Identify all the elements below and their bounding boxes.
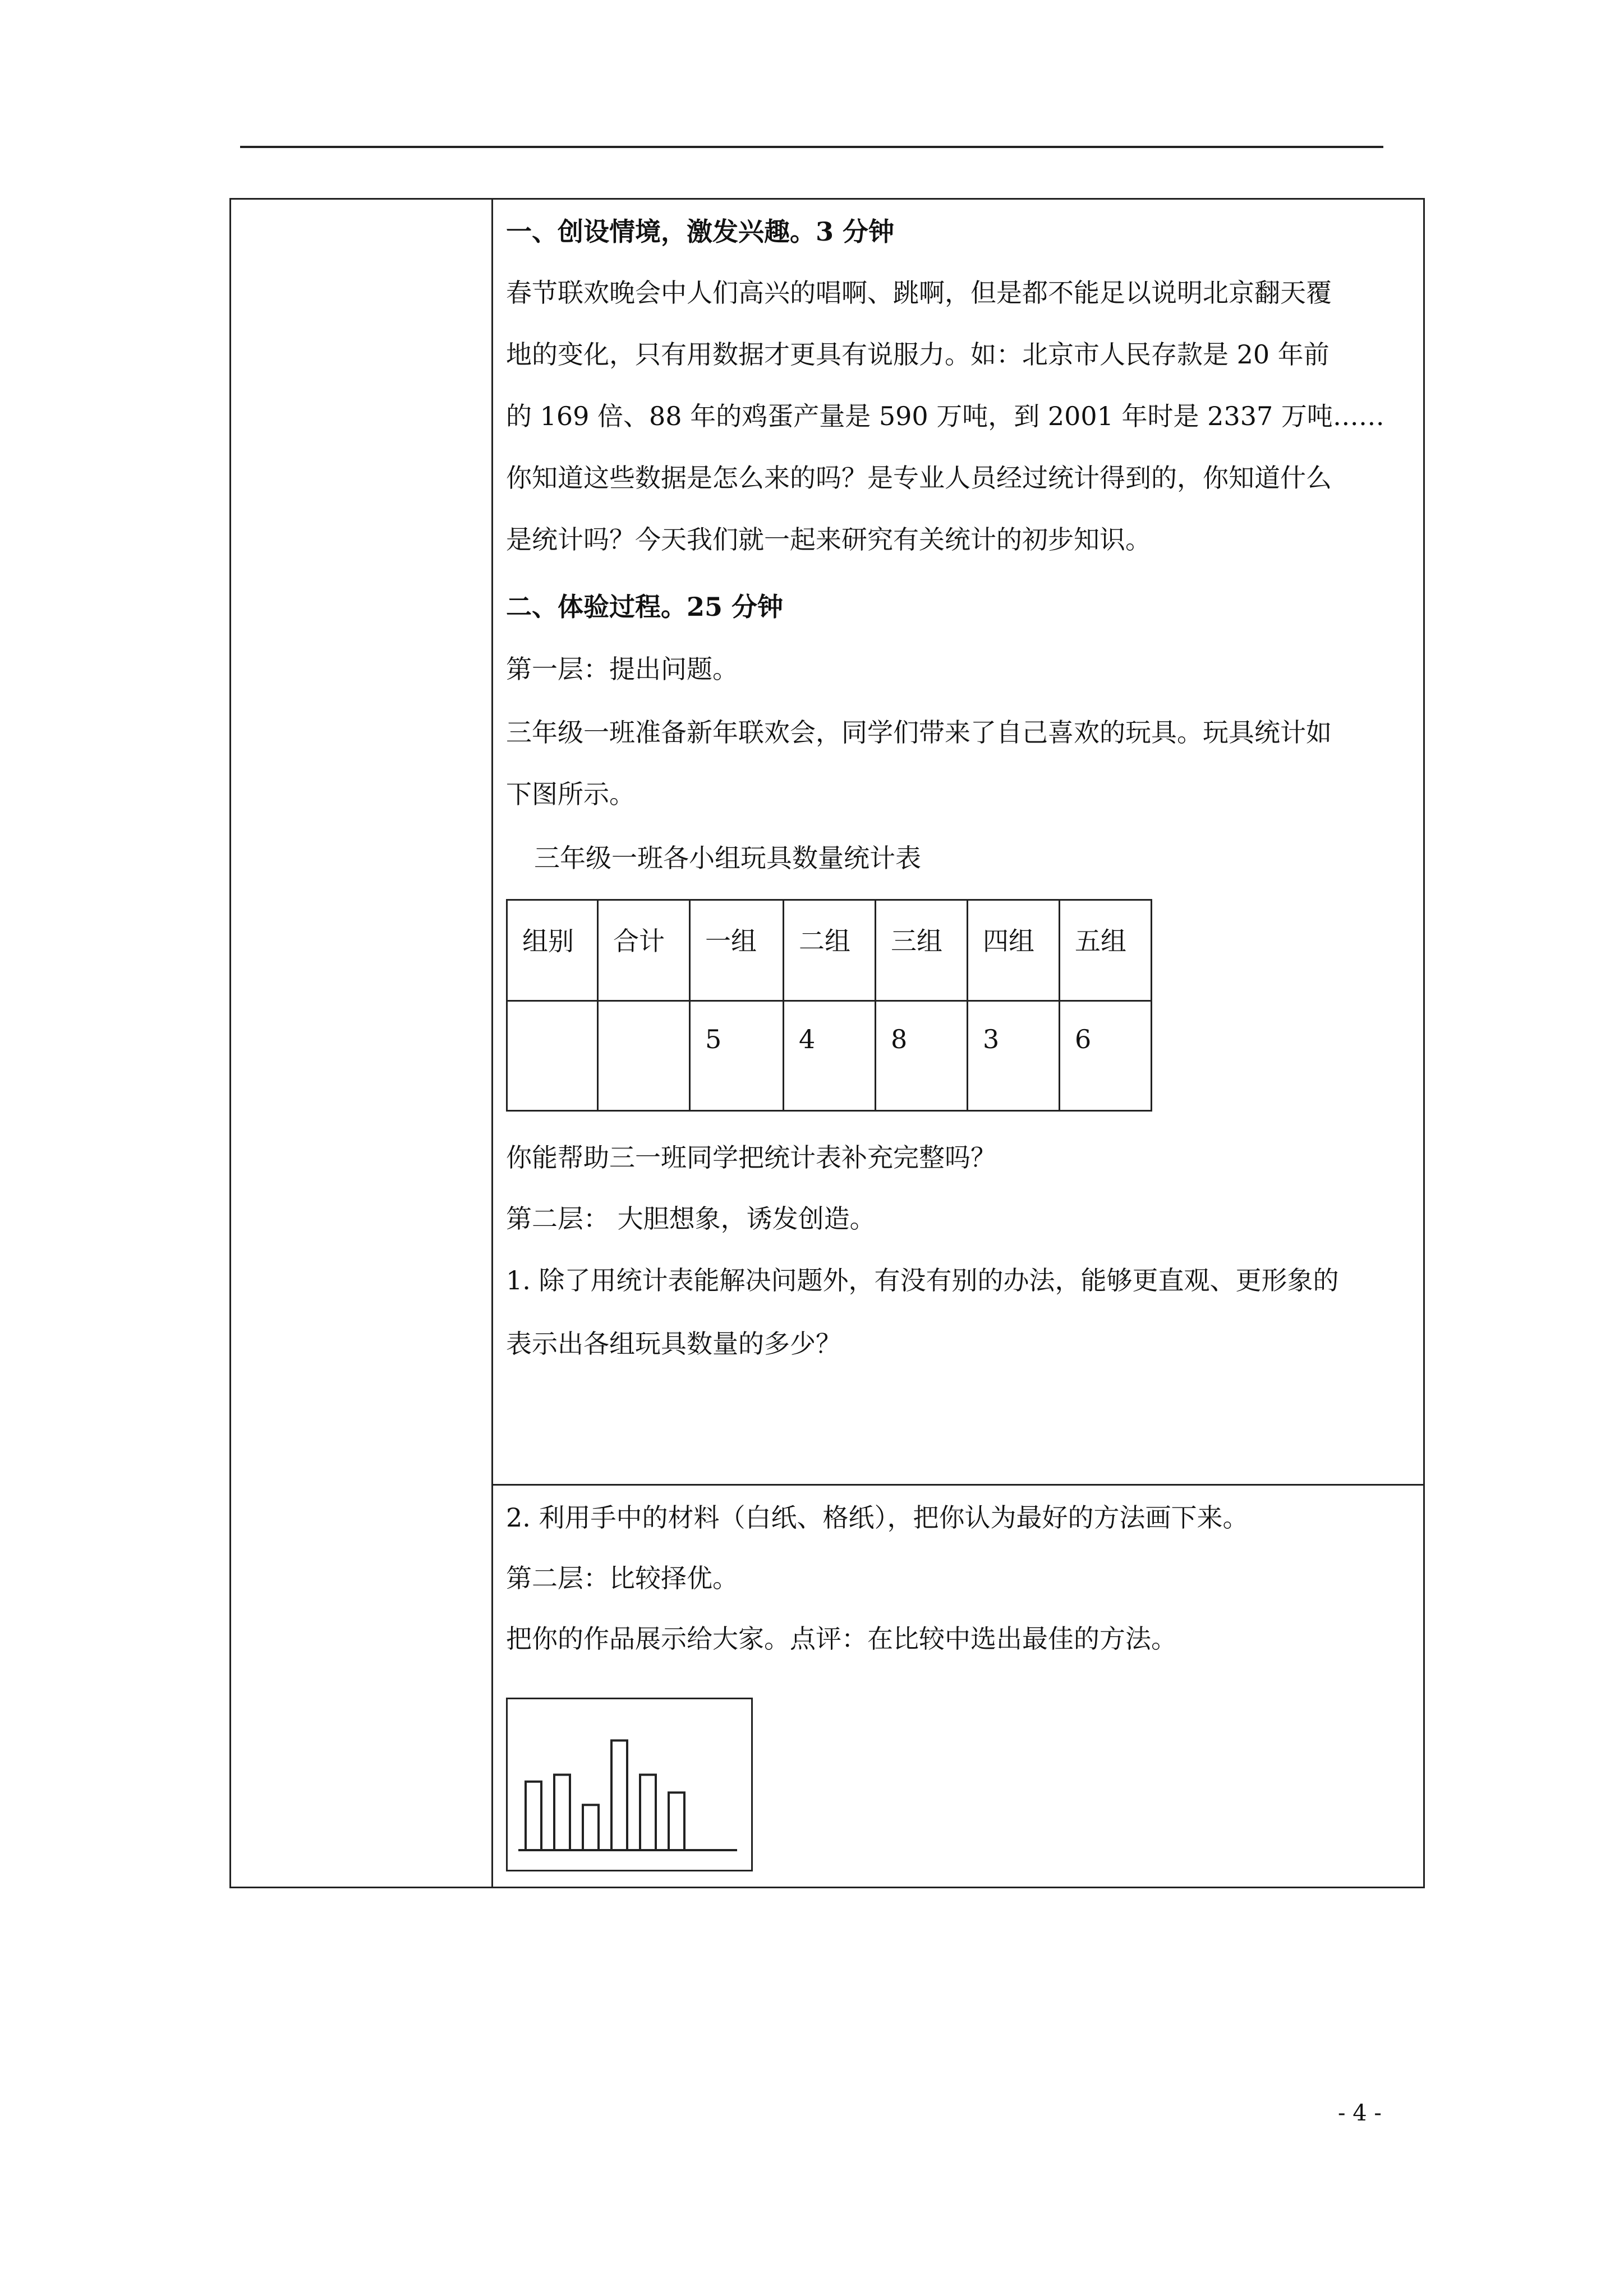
table-cell: 四组: [968, 900, 1060, 1001]
section1-line: 春节联欢晚会中人们高兴的唱啊、跳啊，但是都不能足以说明北京翻天覆: [506, 278, 1332, 308]
table-cell: 三组: [876, 900, 968, 1001]
section2-heading: 二、体验过程。25 分钟: [506, 592, 784, 622]
column-divider: [491, 198, 493, 1888]
table-cell: 8: [876, 1001, 968, 1111]
intro-line: 下图所示。: [506, 779, 635, 809]
table-cell: 5: [690, 1001, 784, 1111]
layer1-text: 第一层：提出问题。: [506, 654, 738, 684]
table-caption: 三年级一班各小组玩具数量统计表: [534, 843, 921, 873]
q2-text: 2. 利用手中的材料（白纸、格纸），把你认为最好的方法画下来。: [506, 1502, 1249, 1533]
table-cell: 6: [1060, 1001, 1152, 1111]
table-cell: 五组: [1060, 900, 1152, 1001]
table-cell: [598, 1001, 690, 1111]
layer-text: 第二层：比较择优。: [506, 1563, 738, 1593]
row-divider: [491, 1484, 1425, 1486]
table-header-row: [507, 900, 1152, 1001]
chart-bar: [583, 1805, 599, 1850]
q1-line: 表示出各组玩具数量的多少？: [506, 1329, 841, 1359]
chart-bar: [611, 1740, 627, 1850]
table-cell: 组别: [507, 900, 598, 1001]
table-cell: [507, 1001, 598, 1111]
chart-frame: [507, 1699, 752, 1871]
chart-bar: [526, 1782, 541, 1850]
toy-stat-table: [506, 899, 1152, 1112]
bar-chart: [506, 1698, 753, 1871]
table-cell: 二组: [784, 900, 876, 1001]
review-text: 把你的作品展示给大家。点评：在比较中选出最佳的方法。: [506, 1624, 1177, 1654]
chart-bar: [554, 1775, 570, 1850]
chart-bar: [640, 1775, 656, 1850]
q1-line: 1. 除了用统计表能解决问题外，有没有别的办法，能够更直观、更形象的: [506, 1265, 1339, 1295]
section1-line: 你知道这些数据是怎么来的吗？是专业人员经过统计得到的，你知道什么: [506, 463, 1332, 493]
table-cell: 3: [968, 1001, 1060, 1111]
question-text: 你能帮助三一班同学把统计表补充完整吗？: [506, 1142, 996, 1173]
intro-line: 三年级一班准备新年联欢会，同学们带来了自己喜欢的玩具。玩具统计如: [506, 717, 1332, 748]
table-cell: 4: [784, 1001, 876, 1111]
header-rule: [240, 146, 1383, 148]
section1-line: 地的变化，只有用数据才更具有说服力。如：北京市人民存款是 20 年前: [506, 339, 1329, 370]
layer2-text: 第二层： 大胆想象，诱发创造。: [506, 1204, 876, 1234]
section1-heading: 一、创设情境，激发兴趣。3 分钟: [506, 216, 895, 247]
table-cell: 一组: [690, 900, 784, 1001]
chart-bars: [526, 1740, 684, 1850]
table-cell: 合计: [598, 900, 690, 1001]
table-value-row: [507, 1001, 1152, 1111]
section1-line: 是统计吗？今天我们就一起来研究有关统计的初步知识。: [506, 524, 1151, 555]
chart-bar: [669, 1792, 684, 1850]
page-number: - 4 -: [1338, 2100, 1382, 2126]
section1-line: 的 169 倍、88 年的鸡蛋产量是 590 万吨，到 2001 年时是 2337 万吨……: [506, 401, 1384, 431]
